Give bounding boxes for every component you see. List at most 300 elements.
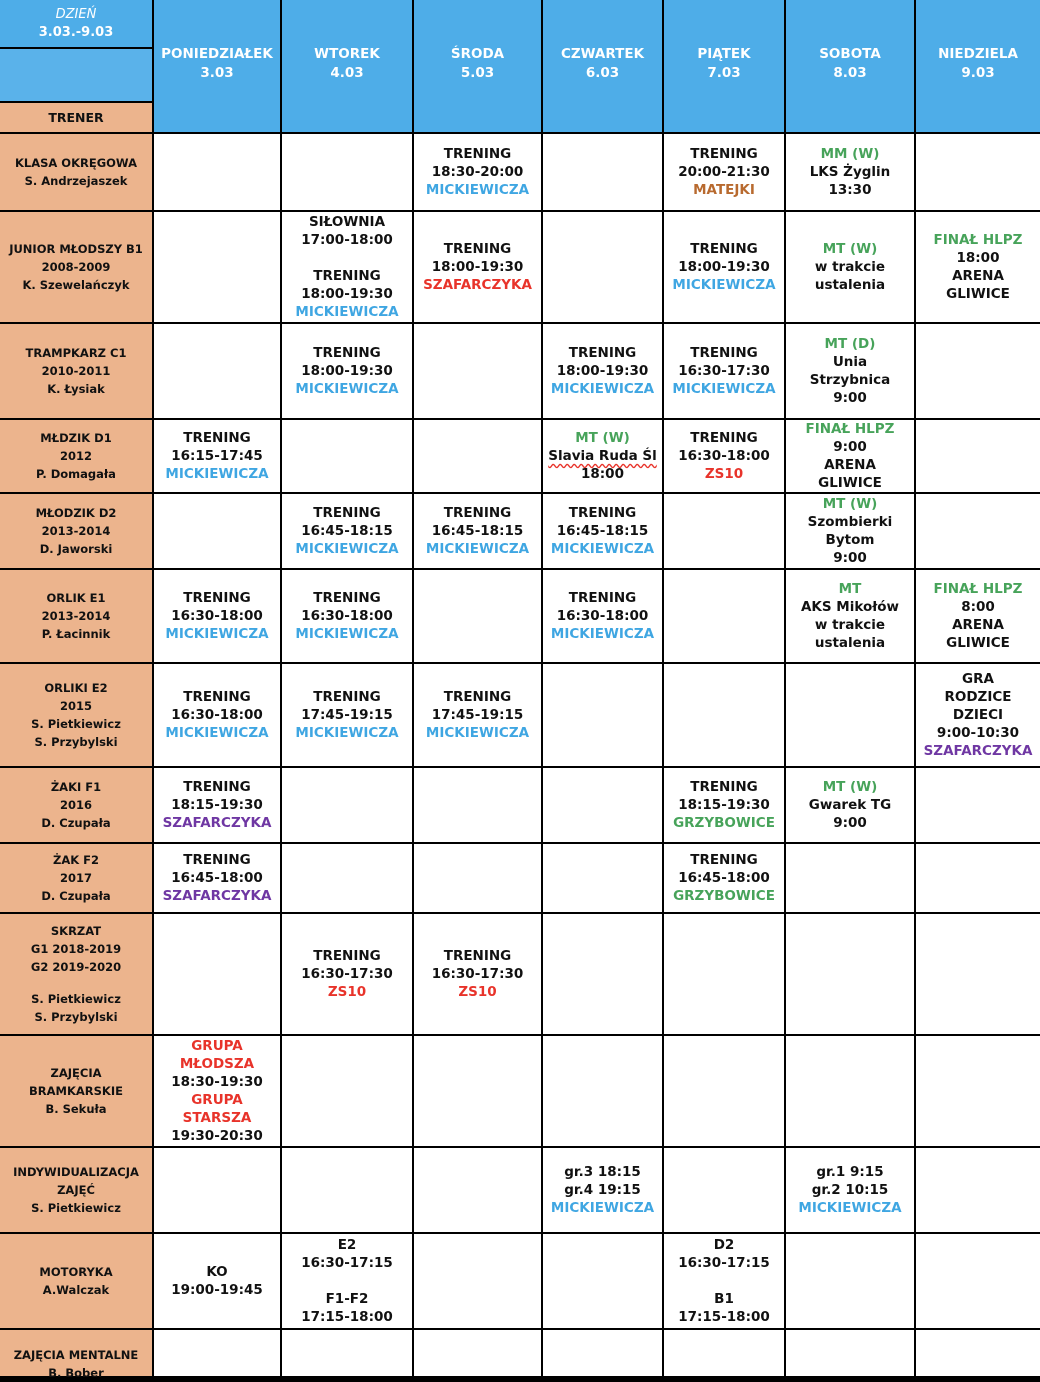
row-label bbox=[0, 1064, 152, 1118]
row-label-line: B. Bober bbox=[48, 1366, 104, 1380]
row-label-line: ZAJĘĆ bbox=[57, 1183, 95, 1197]
entry-line: STARSZA bbox=[182, 1110, 252, 1126]
schedule-cell bbox=[154, 570, 280, 662]
schedule-cell bbox=[916, 768, 1040, 842]
row-label bbox=[0, 922, 152, 1026]
entry-line: MICKIEWICZA bbox=[295, 626, 399, 642]
row-label-line: D. Jaworski bbox=[39, 542, 113, 556]
entry-line: MICKIEWICZA bbox=[672, 277, 776, 293]
schedule-cell bbox=[414, 1036, 541, 1146]
entry-line: 9:00 bbox=[833, 390, 867, 406]
schedule-cell bbox=[786, 212, 914, 322]
schedule-cell bbox=[282, 914, 412, 1034]
entry-line: 17:45-19:15 bbox=[301, 707, 393, 723]
schedule-cell bbox=[543, 570, 662, 662]
cell-entry bbox=[543, 504, 662, 558]
row-label-cell bbox=[0, 420, 152, 492]
row-label-line bbox=[0, 976, 152, 990]
entry-line: F1-F2 bbox=[325, 1291, 369, 1307]
entry-line: MICKIEWICZA bbox=[798, 1200, 902, 1216]
schedule-cell bbox=[414, 134, 541, 210]
row-label-line: G2 2019-2020 bbox=[30, 960, 122, 974]
entry-line: 18:00-19:30 bbox=[301, 286, 393, 302]
row-label bbox=[0, 429, 152, 483]
entry-line: FINAŁ HLPZ bbox=[805, 421, 895, 437]
row-label-cell bbox=[0, 494, 152, 568]
entry-line: MATEJKI bbox=[693, 182, 755, 198]
entry-line: 16:15-17:45 bbox=[171, 448, 263, 464]
entry-line: TRENING bbox=[443, 689, 512, 705]
schedule-cell bbox=[664, 844, 784, 912]
row-label-line: S. Pietkiewicz bbox=[31, 717, 121, 731]
entry-line: GRUPA bbox=[191, 1038, 243, 1054]
cell-entry bbox=[154, 429, 280, 483]
schedule-cell bbox=[414, 570, 541, 662]
entry-line: gr.2 10:15 bbox=[811, 1182, 889, 1198]
row-label bbox=[0, 344, 152, 398]
entry-line: TRENING bbox=[183, 689, 251, 705]
entry-line: TRENING bbox=[183, 779, 251, 795]
entry-line: ustalenia bbox=[814, 635, 886, 651]
row-label-cell bbox=[0, 844, 152, 912]
entry-line: MT (D) bbox=[824, 336, 876, 352]
cell-entry bbox=[414, 947, 541, 1001]
entry-line: TRENING bbox=[690, 430, 758, 446]
cell-entry bbox=[916, 670, 1040, 760]
row-label-line: MŁODZIK D2 bbox=[35, 506, 117, 520]
cell-entry bbox=[916, 580, 1040, 652]
entry-line: GLIWICE bbox=[818, 475, 882, 491]
schedule-cell bbox=[414, 212, 541, 322]
schedule-cell bbox=[916, 494, 1040, 568]
entry-line: KO bbox=[206, 1264, 228, 1280]
entry-line: GRZYBOWICE bbox=[673, 815, 775, 831]
entry-line: Gwarek TG bbox=[808, 797, 892, 813]
schedule-cell bbox=[916, 1036, 1040, 1146]
cell-entry bbox=[664, 778, 784, 832]
row-label bbox=[0, 1263, 152, 1299]
cell-entry bbox=[786, 240, 914, 294]
entry-line: MT (W) bbox=[575, 430, 630, 446]
schedule-cell bbox=[543, 664, 662, 766]
row-label-line: MOTORYKA bbox=[39, 1265, 113, 1279]
schedule-cell bbox=[154, 844, 280, 912]
entry-line: ustalenia bbox=[814, 277, 886, 293]
entry-line: TRENING bbox=[568, 505, 637, 521]
schedule-cell bbox=[664, 494, 784, 568]
entry-line: TRENING bbox=[443, 241, 512, 257]
schedule-cell bbox=[786, 420, 914, 492]
schedule-cell bbox=[543, 1234, 662, 1328]
schedule-cell bbox=[154, 134, 280, 210]
entry-line: MICKIEWICZA bbox=[550, 626, 655, 642]
entry-line: 18:00-19:30 bbox=[301, 363, 393, 379]
row-label bbox=[0, 778, 152, 832]
day-range-cell bbox=[0, 0, 152, 47]
row-label bbox=[0, 240, 152, 294]
row-label-line: 2015 bbox=[59, 699, 92, 713]
day-header-text bbox=[786, 45, 914, 83]
cell-entry bbox=[282, 589, 412, 643]
row-label-line: S. Przybylski bbox=[34, 735, 118, 749]
schedule-cell bbox=[664, 1234, 784, 1328]
schedule-cell bbox=[916, 1148, 1040, 1232]
row-label-line: K. Szewelańczyk bbox=[22, 278, 130, 292]
schedule-cell bbox=[282, 212, 412, 322]
schedule-cell bbox=[916, 420, 1040, 492]
schedule-cell bbox=[543, 914, 662, 1034]
entry-line: SZAFARCZYKA bbox=[423, 277, 532, 293]
day-header-7 bbox=[916, 0, 1040, 132]
cell-entry bbox=[786, 335, 914, 407]
entry-line: TRENING bbox=[313, 948, 381, 964]
day-name: ŚRODA bbox=[450, 46, 505, 62]
row-label-line: ŻAKI F1 bbox=[50, 780, 102, 794]
day-date: 7.03 bbox=[707, 65, 741, 81]
schedule-cell bbox=[282, 324, 412, 418]
schedule-cell bbox=[664, 914, 784, 1034]
cell-entry bbox=[664, 851, 784, 905]
entry-line: 16:30-18:00 bbox=[301, 608, 393, 624]
row-label-line: S. Pietkiewicz bbox=[31, 992, 121, 1006]
schedule-cell bbox=[543, 1330, 662, 1376]
entry-line: FINAŁ HLPZ bbox=[933, 581, 1023, 597]
row-label-line: ORLIKI E2 bbox=[44, 681, 108, 695]
entry-line: 8:00 bbox=[961, 599, 995, 615]
schedule-cell bbox=[543, 1036, 662, 1146]
entry-line: 9:00-10:30 bbox=[936, 725, 1020, 741]
row-label-line: S. Przybylski bbox=[34, 1010, 118, 1024]
entry-line: MICKIEWICZA bbox=[425, 182, 530, 198]
schedule-cell bbox=[414, 914, 541, 1034]
schedule-cell bbox=[282, 768, 412, 842]
entry-line: TRENING bbox=[443, 948, 512, 964]
entry-line: gr.3 18:15 bbox=[564, 1164, 641, 1180]
entry-line: GRA bbox=[962, 671, 994, 687]
entry-line: 16:45-18:00 bbox=[171, 870, 263, 886]
cell-entry bbox=[282, 213, 412, 321]
row-label-line: 2008-2009 bbox=[41, 260, 111, 274]
schedule-cell bbox=[664, 1148, 784, 1232]
schedule-cell bbox=[786, 1234, 914, 1328]
entry-line: 18:00-19:30 bbox=[556, 363, 649, 379]
entry-line: 18:00-19:30 bbox=[431, 259, 524, 275]
entry-line: 17:15-18:00 bbox=[678, 1309, 770, 1325]
schedule-cell bbox=[414, 324, 541, 418]
schedule-cell bbox=[414, 844, 541, 912]
row-label bbox=[0, 679, 152, 751]
entry-line: ARENA bbox=[824, 457, 876, 473]
entry-line: 9:00 bbox=[833, 439, 867, 455]
entry-line: 16:45-18:15 bbox=[556, 523, 649, 539]
schedule-cell bbox=[916, 1330, 1040, 1376]
row-label-cell bbox=[0, 1234, 152, 1328]
entry-line: 16:45-18:15 bbox=[431, 523, 524, 539]
cell-entry bbox=[664, 344, 784, 398]
day-header-3 bbox=[414, 0, 541, 132]
row-label-line: 2013-2014 bbox=[41, 524, 111, 538]
row-label-line: 2016 bbox=[59, 798, 92, 812]
cell-entry bbox=[282, 504, 412, 558]
cell-entry bbox=[543, 429, 662, 483]
schedule-cell bbox=[282, 1148, 412, 1232]
entry-text: Slavia Ruda Śl bbox=[548, 448, 657, 464]
day-name: WTOREK bbox=[314, 46, 380, 62]
schedule-cell bbox=[282, 844, 412, 912]
row-label-line: ŻAK F2 bbox=[52, 853, 99, 867]
schedule-cell bbox=[916, 212, 1040, 322]
entry-line: TRENING bbox=[690, 146, 758, 162]
entry-line: GLIWICE bbox=[946, 635, 1010, 651]
row-label-line: ORLIK E1 bbox=[46, 591, 106, 605]
row-label-cell bbox=[0, 1036, 152, 1146]
header-spacer-cell bbox=[0, 49, 152, 101]
entry-line: 16:30-18:00 bbox=[678, 448, 770, 464]
entry-line: MICKIEWICZA bbox=[425, 541, 530, 557]
schedule-cell bbox=[414, 494, 541, 568]
entry-line: GRZYBOWICE bbox=[673, 888, 775, 904]
row-label-line: A.Walczak bbox=[42, 1283, 110, 1297]
cell-entry bbox=[154, 851, 280, 905]
cell-entry bbox=[786, 778, 914, 832]
schedule-cell bbox=[664, 324, 784, 418]
entry-line: 16:45-18:15 bbox=[301, 523, 393, 539]
schedule-cell bbox=[543, 134, 662, 210]
schedule-cell bbox=[786, 134, 914, 210]
entry-line: 17:15-18:00 bbox=[301, 1309, 393, 1325]
cell-entry bbox=[543, 1163, 662, 1217]
schedule-cell bbox=[154, 420, 280, 492]
entry-line: 18:15-19:30 bbox=[678, 797, 770, 813]
day-date: 4.03 bbox=[330, 65, 364, 81]
schedule-cell bbox=[414, 1234, 541, 1328]
cell-entry bbox=[414, 688, 541, 742]
entry-line: ZS10 bbox=[704, 466, 744, 482]
entry-line: Strzybnica bbox=[809, 372, 891, 388]
entry-line: SZAFARCZYKA bbox=[162, 815, 272, 831]
entry-line: w trakcie bbox=[814, 617, 886, 633]
schedule-cell bbox=[414, 1148, 541, 1232]
cell-entry bbox=[282, 947, 412, 1001]
schedule-cell bbox=[414, 768, 541, 842]
entry-line: 18:00 bbox=[581, 466, 624, 482]
entry-line: gr.4 19:15 bbox=[564, 1182, 641, 1198]
schedule-cell bbox=[154, 494, 280, 568]
entry-line: 13:30 bbox=[828, 182, 872, 198]
entry-line: 20:00-21:30 bbox=[678, 164, 770, 180]
entry-line: TRENING bbox=[313, 689, 381, 705]
entry-line: w trakcie bbox=[814, 259, 886, 275]
schedule-cell bbox=[786, 570, 914, 662]
schedule-cell bbox=[543, 1148, 662, 1232]
schedule-cell bbox=[664, 212, 784, 322]
row-label-line: MŁDZIK D1 bbox=[40, 431, 112, 445]
entry-line: SZAFARCZYKA bbox=[162, 888, 272, 904]
schedule-cell bbox=[664, 1036, 784, 1146]
day-header-text bbox=[414, 45, 541, 83]
entry-line: 18:00 bbox=[956, 250, 1000, 266]
entry-line: RODZICE bbox=[944, 689, 1012, 705]
entry-line: SIŁOWNIA bbox=[308, 214, 386, 230]
row-label bbox=[0, 589, 152, 643]
cell-entry bbox=[786, 495, 914, 567]
entry-line: TRENING bbox=[313, 268, 381, 284]
row-label-cell bbox=[0, 324, 152, 418]
schedule-cell bbox=[543, 494, 662, 568]
entry-line: 16:30-17:30 bbox=[678, 363, 770, 379]
schedule-cell bbox=[786, 324, 914, 418]
entry-line: MT (W) bbox=[822, 496, 878, 512]
schedule-cell bbox=[916, 1234, 1040, 1328]
entry-line: TRENING bbox=[313, 345, 381, 361]
entry-line: TRENING bbox=[183, 430, 251, 446]
schedule-cell bbox=[282, 1036, 412, 1146]
entry-line: 18:00-19:30 bbox=[678, 259, 770, 275]
schedule-cell bbox=[916, 664, 1040, 766]
entry-line: MICKIEWICZA bbox=[550, 381, 655, 397]
row-label-line: K. Łysiak bbox=[47, 382, 105, 396]
day-header-text bbox=[154, 45, 280, 83]
row-label-line: D. Czupała bbox=[41, 816, 111, 830]
schedule-cell bbox=[154, 664, 280, 766]
schedule-cell bbox=[282, 570, 412, 662]
entry-line: 16:30-18:00 bbox=[556, 608, 649, 624]
entry-line: MT bbox=[838, 581, 862, 597]
day-header-1 bbox=[154, 0, 280, 132]
entry-line: MICKIEWICZA bbox=[295, 381, 399, 397]
schedule-cell bbox=[664, 134, 784, 210]
schedule-cell bbox=[786, 1148, 914, 1232]
schedule-cell bbox=[282, 420, 412, 492]
row-label-line: 2012 bbox=[59, 449, 92, 463]
row-label-line: S. Andrzejaszek bbox=[24, 174, 128, 188]
entry-line: MICKIEWICZA bbox=[295, 541, 399, 557]
cell-entry bbox=[282, 688, 412, 742]
entry-line: 19:30-20:30 bbox=[171, 1128, 263, 1144]
entry-line: TRENING bbox=[183, 852, 251, 868]
day-header-4 bbox=[543, 0, 662, 132]
cell-entry bbox=[154, 1263, 280, 1299]
entry-line bbox=[282, 249, 412, 267]
cell-entry bbox=[786, 580, 914, 652]
schedule-cell bbox=[154, 1036, 280, 1146]
day-header-text bbox=[282, 45, 412, 83]
entry-line: TRENING bbox=[568, 345, 637, 361]
entry-line: 16:30-18:00 bbox=[171, 608, 263, 624]
entry-line: 16:30-18:00 bbox=[171, 707, 263, 723]
day-date: 3.03 bbox=[200, 65, 234, 81]
cell-entry bbox=[154, 589, 280, 643]
row-label-line: KLASA OKRĘGOWA bbox=[14, 156, 137, 170]
row-label-line: TRAMPKARZ C1 bbox=[25, 346, 127, 360]
cell-entry bbox=[786, 420, 914, 492]
row-label-line: SKRZAT bbox=[50, 924, 102, 938]
entry-line: 16:30-17:30 bbox=[301, 966, 393, 982]
entry-line: Bytom bbox=[825, 532, 875, 548]
row-label-line: 2010-2011 bbox=[41, 364, 111, 378]
schedule-cell bbox=[664, 664, 784, 766]
day-label: DZIEŃ bbox=[55, 6, 97, 22]
row-label-cell bbox=[0, 134, 152, 210]
entry-line: Unia bbox=[832, 354, 868, 370]
entry-line: MICKIEWICZA bbox=[550, 541, 655, 557]
entry-line: MICKIEWICZA bbox=[425, 725, 530, 741]
row-label-cell bbox=[0, 1330, 152, 1380]
row-label bbox=[0, 154, 152, 190]
day-name: PIĄTEK bbox=[697, 46, 751, 62]
row-label bbox=[0, 1163, 152, 1217]
day-header-text bbox=[543, 45, 662, 83]
entry-line: B1 bbox=[714, 1291, 734, 1307]
entry-line: MICKIEWICZA bbox=[165, 725, 269, 741]
entry-line bbox=[282, 1272, 412, 1290]
day-date: 6.03 bbox=[585, 65, 620, 81]
row-label-line: INDYWIDUALIZACJA bbox=[13, 1165, 139, 1179]
schedule-cell bbox=[282, 664, 412, 766]
row-label-cell bbox=[0, 914, 152, 1034]
day-name: CZWARTEK bbox=[560, 46, 645, 62]
row-label bbox=[0, 851, 152, 905]
entry-line: ZS10 bbox=[327, 984, 367, 1000]
schedule-cell bbox=[414, 664, 541, 766]
entry-line: TRENING bbox=[443, 505, 512, 521]
entry-line: MICKIEWICZA bbox=[165, 466, 269, 482]
cell-entry bbox=[543, 589, 662, 643]
entry-line: MICKIEWICZA bbox=[550, 1200, 655, 1216]
cell-entry bbox=[786, 145, 914, 199]
entry-line: TRENING bbox=[313, 590, 381, 606]
entry-line: TRENING bbox=[690, 241, 758, 257]
entry-line: TRENING bbox=[690, 345, 758, 361]
cell-entry bbox=[282, 1236, 412, 1326]
day-header-text bbox=[664, 45, 784, 83]
row-label bbox=[0, 504, 152, 558]
entry-line: 17:45-19:15 bbox=[431, 707, 524, 723]
entry-line: MICKIEWICZA bbox=[295, 725, 399, 741]
schedule-cell bbox=[282, 134, 412, 210]
schedule-cell bbox=[543, 844, 662, 912]
schedule-cell bbox=[282, 1330, 412, 1376]
schedule-cell bbox=[282, 494, 412, 568]
entry-line: 17:00-18:00 bbox=[301, 232, 393, 248]
entry-line: ZS10 bbox=[458, 984, 497, 1000]
entry-line: DZIECI bbox=[952, 707, 1004, 723]
row-label-line: B. Sekuła bbox=[45, 1102, 107, 1116]
date-range: 3.03.-9.03 bbox=[38, 24, 114, 40]
schedule-cell bbox=[664, 768, 784, 842]
schedule-cell bbox=[154, 324, 280, 418]
entry-line: MM (W) bbox=[820, 146, 880, 162]
cell-entry bbox=[786, 1163, 914, 1217]
entry-line: gr.1 9:15 bbox=[816, 1164, 884, 1180]
day-date: 8.03 bbox=[833, 65, 867, 81]
entry-line: MICKIEWICZA bbox=[295, 304, 399, 320]
schedule-cell bbox=[154, 1330, 280, 1376]
entry-line: FINAŁ HLPZ bbox=[933, 232, 1023, 248]
cell-entry bbox=[414, 504, 541, 558]
row-label-cell bbox=[0, 570, 152, 662]
schedule-cell bbox=[664, 1330, 784, 1376]
entry-line: TRENING bbox=[568, 590, 637, 606]
trainer-header-cell bbox=[0, 103, 152, 132]
entry-line: 16:30-17:15 bbox=[301, 1255, 393, 1271]
entry-line: GRUPA bbox=[191, 1092, 243, 1108]
day-header-text bbox=[916, 45, 1040, 83]
entry-line: ARENA bbox=[952, 617, 1004, 633]
schedule-cell bbox=[414, 1330, 541, 1376]
entry-line: ARENA bbox=[952, 268, 1004, 284]
schedule-cell bbox=[154, 914, 280, 1034]
